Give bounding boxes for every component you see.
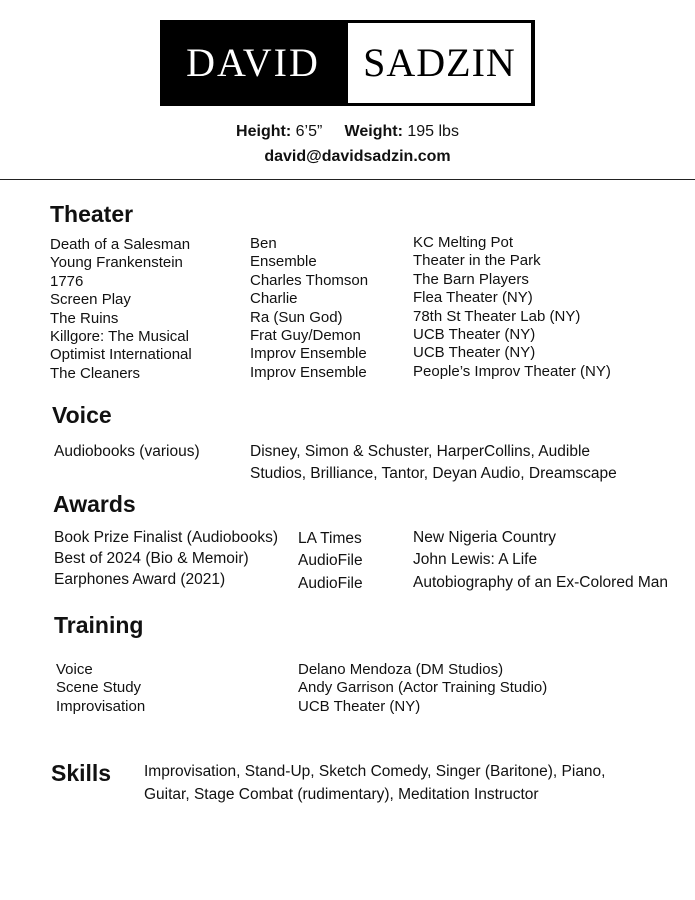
theater-venue: Flea Theater (NY) — [413, 289, 533, 307]
training-teacher: UCB Theater (NY) — [298, 697, 421, 715]
theater-venue: UCB Theater (NY) — [413, 344, 536, 362]
voice-category: Audiobooks (various) — [54, 443, 200, 460]
theater-venue: UCB Theater (NY) — [413, 326, 536, 344]
theater-title: Young Frankenstein — [50, 254, 183, 272]
header-divider — [0, 179, 695, 180]
training-subject: Voice — [56, 661, 93, 678]
theater-venue: The Barn Players — [413, 270, 529, 288]
theater-heading: Theater — [50, 201, 134, 227]
theater-title: The Ruins — [50, 309, 119, 327]
logo-last-name: SADZIN — [348, 23, 531, 103]
weight-value: 195 lbs — [407, 123, 459, 140]
voice-clients-line-1: Disney, Simon & Schuster, HarperCollins, Audible — [250, 443, 591, 460]
theater-role: Frat Guy/Demon — [250, 327, 361, 345]
award-work: John Lewis: A Life — [413, 551, 538, 568]
theater-title: Killgore: The Musical — [50, 328, 189, 346]
theater-title: 1776 — [50, 272, 84, 290]
theater-role: Improv Ensemble — [250, 363, 367, 381]
theater-title: Death of a Salesman — [50, 236, 191, 253]
theater-title: Screen Play — [50, 291, 131, 309]
award-work: Autobiography of an Ex-Colored Man — [413, 574, 669, 591]
theater-venues-column — [413, 234, 611, 381]
voice-clients-line-2: Studios, Brilliance, Tantor, Deyan Audio, Dreamscape — [250, 465, 617, 482]
physical-stats — [0, 122, 695, 142]
theater-role: Charles Thomson — [250, 271, 369, 289]
award-source: LA Times — [298, 530, 362, 547]
award-name: Earphones Award (2021) — [54, 571, 226, 588]
training-teachers-column — [298, 661, 547, 716]
award-name: Best of 2024 (Bio & Memoir) — [54, 550, 249, 567]
height-value: 6’5” — [295, 123, 323, 140]
award-work: New Nigeria Country — [413, 529, 556, 546]
theater-role: Ben — [250, 235, 277, 252]
theater-role: Improv Ensemble — [250, 345, 367, 363]
theater-role: Ensemble — [250, 253, 317, 271]
logo-first-name: DAVID — [186, 40, 320, 85]
email-address: david@davidsadzin.com — [264, 148, 451, 165]
training-subject: Scene Study — [56, 679, 142, 697]
theater-role: Ra (Sun God) — [250, 308, 343, 326]
training-subject: Improvisation — [56, 697, 146, 715]
skills-line-1: Improvisation, Stand-Up, Sketch Comedy, Singer (Baritone), Piano, — [144, 763, 606, 780]
theater-title: The Cleaners — [50, 364, 141, 382]
theater-titles-column — [50, 236, 192, 383]
theater-venue: People’s Improv Theater (NY) — [413, 362, 611, 380]
skills-line-2: Guitar, Stage Combat (rudimentary), Meditation Instructor — [144, 786, 539, 803]
name-logo — [160, 20, 535, 106]
award-source: AudioFile — [298, 575, 363, 592]
theater-title: Optimist International — [50, 346, 192, 364]
skills-heading: Skills — [51, 760, 112, 786]
theater-venue: Theater in the Park — [413, 252, 541, 270]
training-teacher: Delano Mendoza (DM Studios) — [298, 661, 504, 678]
voice-heading: Voice — [52, 402, 112, 428]
training-subjects-column — [56, 661, 145, 716]
height-label: Height: — [236, 123, 292, 140]
award-name: Book Prize Finalist (Audiobooks) — [54, 529, 278, 546]
theater-venue: KC Melting Pot — [413, 234, 514, 251]
theater-roles-column — [250, 235, 368, 382]
training-teacher: Andy Garrison (Actor Training Studio) — [298, 679, 548, 697]
awards-heading: Awards — [53, 491, 136, 517]
training-heading: Training — [54, 612, 144, 638]
theater-venue: 78th St Theater Lab (NY) — [413, 307, 581, 325]
weight-label: Weight: — [344, 123, 403, 140]
award-source: AudioFile — [298, 552, 363, 569]
theater-role: Charlie — [250, 290, 298, 308]
